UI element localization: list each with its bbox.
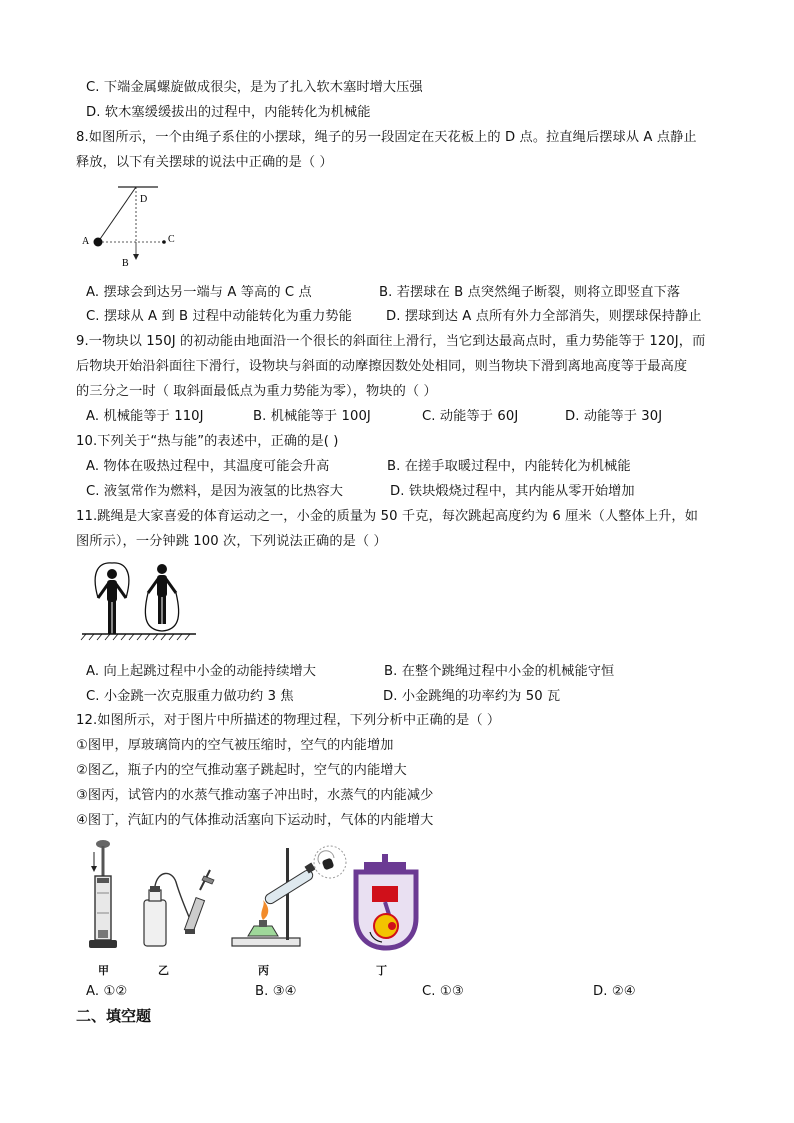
q9-stem-line-2: 后物块开始沿斜面往下滑行，设物块与斜面的动摩擦因数处处相同，则当物块下滑到离地高度等于最高度 <box>76 359 688 374</box>
q8-option-c: C. 摆球从 A 到 B 过程中动能转化为重力势能 <box>86 309 352 324</box>
q8-stem-line-1: 8.如图所示，一个由绳子系住的小摆球，绳子的另一段固定在天花板上的 D 点。拉直绳后摆球从 A 点静止 <box>76 130 697 145</box>
section-heading-fill-in: 二、填空题 <box>76 1007 152 1025</box>
q12-item-3: ③图丙，试管内的水蒸气推动塞子冲出时，水蒸气的内能减少 <box>76 788 434 803</box>
q11-option-b: B. 在整个跳绳过程中小金的机械能守恒 <box>384 664 615 679</box>
rope-jumping-figure <box>80 560 200 642</box>
q12-option-c: C. ①③ <box>422 984 464 999</box>
q12-option-a: A. ①② <box>86 984 128 999</box>
q7-option-d: D. 软木塞缓缓拔出的过程中，内能转化为机械能 <box>86 105 371 120</box>
q12-option-d: D. ②④ <box>593 984 636 999</box>
q9-option-c: C. 动能等于 60J <box>422 409 519 424</box>
q11-option-c: C. 小金跳一次克服重力做功约 3 焦 <box>86 689 294 704</box>
label-b: B <box>122 258 129 269</box>
label-d: D <box>140 194 148 205</box>
q12-item-2: ②图乙，瓶子内的空气推动塞子跳起时，空气的内能增大 <box>76 763 407 778</box>
q12-item-4: ④图丁，汽缸内的气体推动活塞向下运动时，气体的内能增大 <box>76 813 434 828</box>
q9-option-a: A. 机械能等于 110J <box>86 409 204 424</box>
q8-option-b: B. 若摆球在 B 点突然绳子断裂，则将立即竖直下落 <box>379 285 681 300</box>
caption-jia: 甲 <box>98 964 109 977</box>
q12-stem: 12.如图所示，对于图片中所描述的物理过程，下列分析中正确的是（ ） <box>76 713 501 728</box>
q9-option-b: B. 机械能等于 100J <box>253 409 371 424</box>
q9-stem-line-1: 9.一物块以 150J 的初动能由地面沿一个很长的斜面往上滑行，当它到达最高点时，重力势能等于 120J，而 <box>76 334 706 349</box>
q8-stem-line-2: 释放，以下有关摆球的说法中正确的是（ ） <box>76 155 333 170</box>
q10-option-a: A. 物体在吸热过程中，其温度可能会升高 <box>86 459 330 474</box>
caption-yi: 乙 <box>158 964 169 977</box>
label-c: C <box>168 234 175 245</box>
q12-option-b: B. ③④ <box>255 984 297 999</box>
q12-item-1: ①图甲，厚玻璃筒内的空气被压缩时，空气的内能增加 <box>76 738 394 753</box>
caption-ding: 丁 <box>376 964 387 977</box>
q9-option-d: D. 动能等于 30J <box>565 409 663 424</box>
q10-stem: 10.下列关于“热与能”的表述中，正确的是( ) <box>76 434 339 449</box>
q11-option-a: A. 向上起跳过程中小金的动能持续增大 <box>86 664 317 679</box>
q7-option-c: C. 下端金属螺旋做成很尖，是为了扎入软木塞时增大压强 <box>86 80 423 95</box>
q10-option-d: D. 铁块煅烧过程中，其内能从零开始增加 <box>390 484 635 499</box>
q10-option-b: B. 在搓手取暖过程中，内能转化为机械能 <box>387 459 631 474</box>
figure-yi-bottle-pump <box>138 866 222 952</box>
q11-stem-line-1: 11.跳绳是大家喜爱的体育运动之一，小金的质量为 50 千克，每次跳起高度约为 6 厘米（人整体上升，如 <box>76 509 698 524</box>
caption-bing: 丙 <box>258 964 269 977</box>
q11-option-d: D. 小金跳绳的功率约为 50 瓦 <box>383 689 561 704</box>
q9-stem-line-3: 的三分之一时（ 取斜面最低点为重力势能为零），物块的（ ） <box>76 384 437 399</box>
q10-option-c: C. 液氢常作为燃料，是因为液氢的比热容大 <box>86 484 344 499</box>
label-a: A <box>82 236 90 247</box>
figure-bing-test-tube <box>228 842 350 950</box>
figure-ding-engine-cylinder <box>350 852 422 952</box>
q8-option-d: D. 摆球到达 A 点所有外力全部消失，则摆球保持静止 <box>386 309 702 324</box>
q8-option-a: A. 摆球会到达另一端与 A 等高的 C 点 <box>86 285 312 300</box>
pendulum-figure <box>78 182 188 272</box>
q11-stem-line-2: 图所示），一分钟跳 100 次，下列说法正确的是（ ） <box>76 534 387 549</box>
figure-jia-compression-cylinder <box>86 838 122 954</box>
